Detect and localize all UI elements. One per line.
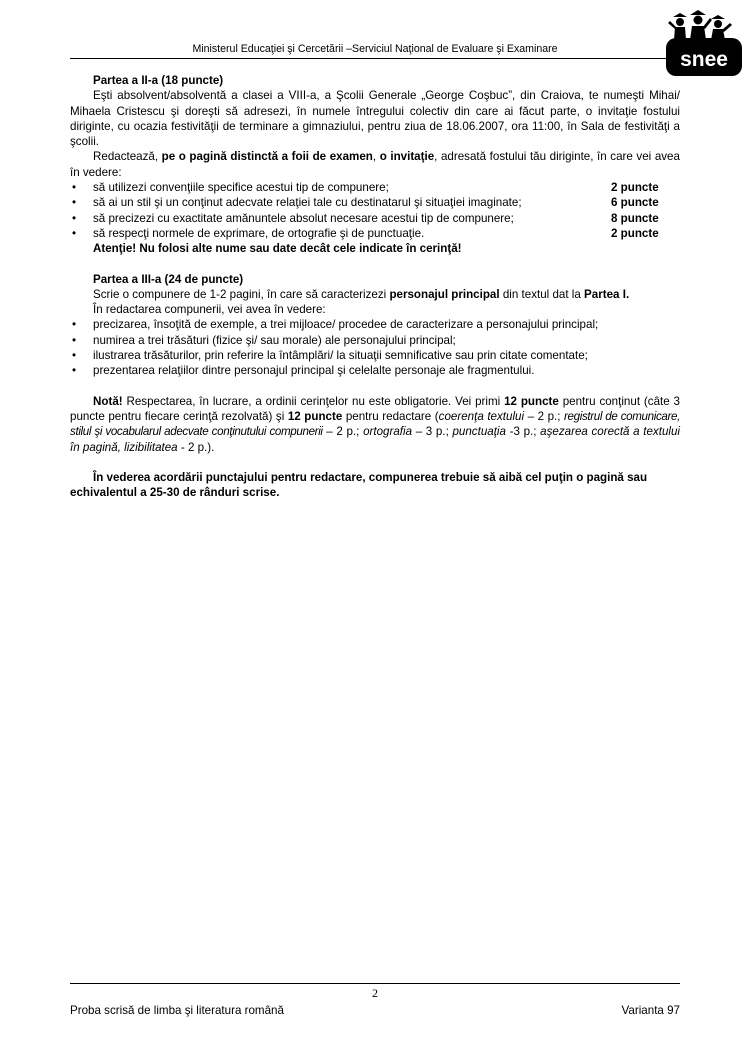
grading-note [70, 394, 680, 455]
list-item [70, 363, 680, 378]
part-2-title: Partea a II-a (18 puncte) [93, 74, 224, 87]
note-criterion: coerenţa textului [438, 409, 525, 423]
requirement-text: ilustrarea trăsăturilor, prin referire la întâmplări/ la situaţii semnificative sau prin citate comentate; [93, 349, 588, 363]
note-text: – 2 p.; [322, 425, 364, 439]
requirement-text: numirea a trei trăsături (fizice şi/ sau morale) ale personajului principal; [93, 333, 456, 347]
bullet-icon: • [72, 333, 77, 347]
note-label: Notă! [93, 394, 123, 408]
note-text: – 3 p.; [412, 425, 453, 439]
requirement-text: să ai un stil şi un conţinut adecvate relaţiei tale cu destinatarul şi situaţiei imaginate; [93, 196, 522, 210]
bullet-icon: • [72, 364, 77, 378]
part-2-task [70, 149, 680, 180]
list-item [70, 226, 680, 241]
requirement-text: să precizezi cu exactitate amănuntele absolut necesare acestui tip de compunere; [93, 211, 514, 225]
note-criterion: ortografia [363, 425, 413, 439]
part-2-section [70, 73, 680, 257]
footer-exam-name: Proba scrisă de limba şi literatura română [70, 1004, 284, 1017]
header-divider [70, 58, 682, 59]
bullet-icon: • [72, 318, 77, 332]
list-item [70, 211, 680, 226]
requirement-points: 2 puncte [611, 226, 659, 240]
part-3-section [70, 272, 680, 379]
logo-text: snee [680, 48, 728, 71]
list-item [70, 180, 680, 195]
part-3-text-pre: Scrie o compunere de 1-2 pagini, în care să caracterizezi [93, 287, 390, 301]
requirement-text: să utilizezi convenţiile specifice acestui tip de compunere; [93, 181, 389, 195]
task-bold-invitation: o invitaţie [379, 150, 435, 164]
bullet-icon: • [72, 181, 77, 195]
page-number: 2 [372, 986, 378, 1000]
task-text-post: , adresată fostului tău diriginte, în care vei avea în vedere: [70, 150, 680, 179]
bullet-icon: • [72, 226, 77, 240]
part-3-bold-character: personajul principal [389, 287, 500, 301]
part-3-instructions: În redactarea compunerii, vei avea în vedere: [93, 303, 326, 317]
requirement-text: precizarea, însoţită de exemple, a trei mijloace/ procedee de caracterizare a personajului principal; [93, 318, 599, 332]
note-content-points: 12 puncte [504, 394, 559, 408]
note-text: Respectarea, în lucrare, a ordinii cerinţelor nu este obligatorie. Vei primi [122, 394, 505, 408]
graduates-silhouette-logo [666, 10, 742, 76]
requirement-points: 2 puncte [611, 181, 659, 195]
note-writing-points: 12 puncte [287, 409, 343, 423]
part-3-title: Partea a III-a (24 de puncte) [93, 272, 244, 286]
part-3-requirements [70, 317, 680, 378]
note-text: - 2 p.). [177, 440, 215, 454]
list-item [70, 333, 680, 348]
part-3-task [70, 287, 680, 302]
bullet-icon: • [72, 211, 77, 225]
list-item [70, 317, 680, 332]
requirement-points: 6 puncte [611, 196, 659, 210]
part-2-intro: Eşti absolvent/absolventă a clasei a VIII-a, a Şcolii Generale „George Coşbuc”, din Craiova, te numeşti Mihai/ Mihaela Cristescu şi doreşti să adresezi, în numele întregului colectiv din care ai făcut parte, o invitaţie fostului diriginte, cu ocazia festivităţii de terminare a gimnaziului, pentru ziua de 18.06.2007, ora 11:00, în Sala de festivităţi a şcolii. [70, 89, 680, 149]
note-text: pentru redactare ( [342, 409, 439, 423]
note-criterion: aşezarea corectă a textului în pagină, lizibilitatea [70, 425, 680, 454]
footer-variant: Varianta 97 [621, 1004, 680, 1017]
requirement-text: să respecţi normele de exprimare, de ortografie şi de punctuaţie. [93, 226, 425, 240]
bullet-icon: • [72, 349, 77, 363]
note-text: – 2 p.; [524, 409, 565, 423]
requirement-points: 8 puncte [611, 211, 659, 225]
main-content [70, 73, 680, 500]
note-text: pentru conţinut (câte 3 puncte pentru fiecare cerinţă rezolvată) şi [70, 394, 680, 423]
part-2-requirements [70, 180, 680, 241]
header-title: Ministerul Educaţiei şi Cercetării –Serviciul Naţional de Evaluare şi Examinare [192, 43, 558, 55]
bullet-icon: • [72, 196, 77, 210]
note-text: -3 p.; [505, 425, 541, 439]
requirement-text: prezentarea relaţiilor dintre personajul principal şi celelalte personaje ale fragmentului. [93, 364, 535, 378]
task-bold-page: pe o pagină distinctă a foii de examen [161, 150, 373, 164]
footer-divider [70, 983, 680, 984]
list-item [70, 195, 680, 210]
note-criterion: registrul de comunicare, stilul şi vocabularul adecvate conţinutului compunerii [70, 409, 681, 439]
final-requirement: În vederea acordării punctajului pentru redactare, compunerea trebuie să aibă cel puţin o pagină sau echivalentul a 25-30 de rânduri scrise. [70, 470, 648, 500]
task-text-pre: Redactează, [93, 150, 162, 164]
task-text-mid: , [372, 150, 380, 164]
note-criterion: punctuaţia [452, 425, 506, 439]
part-3-text-mid: din textul dat la [499, 287, 585, 301]
part-3-bold-part: Partea I. [584, 287, 630, 301]
part-2-warning: Atenţie! Nu folosi alte nume sau date decât cele indicate în cerinţă! [93, 242, 462, 256]
list-item [70, 348, 680, 363]
